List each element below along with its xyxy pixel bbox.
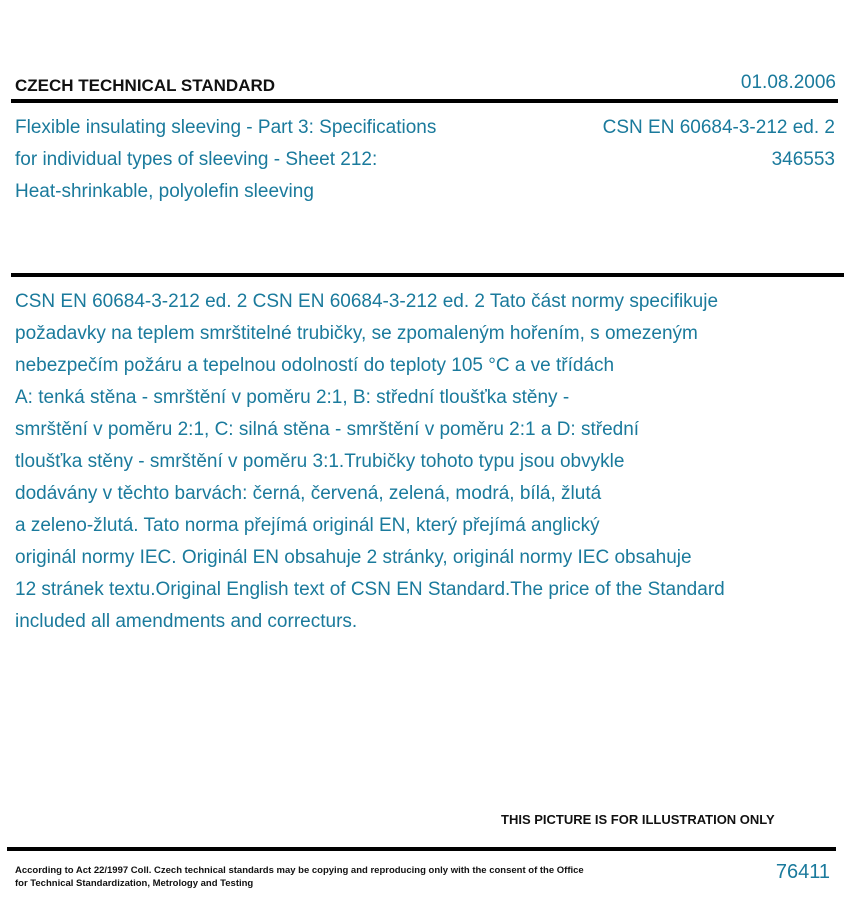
title-line: Heat-shrinkable, polyolefin sleeving [15,181,314,202]
legal-line: According to Act 22/1997 Coll. Czech technical standards may be copying and reproducing only with the consent of the Office [15,865,584,876]
publication-date: 01.08.2006 [740,72,836,93]
standard-title [15,112,535,208]
abstract-line: a zeleno-žlutá. Tato norma přejímá originál EN, který přejímá anglický [15,515,600,536]
abstract-line: dodávány v těchto barvách: černá, červená, zelená, modrá, bílá, žlutá [15,483,602,504]
abstract-line: požadavky na teplem smrštitelné trubičky, se zpomaleným hořením, s omezeným [15,323,698,344]
abstract-line: nebezpečím požáru a tepelnou odolností do teploty 105 °C a ve třídách [15,355,615,376]
footer-divider [7,847,836,851]
legal-notice [15,864,584,890]
header-divider [11,99,838,103]
abstract-line: included all amendments and correcturs. [15,611,358,632]
abstract-line: originál normy IEC. Originál EN obsahuje 2 stránky, originál normy IEC obsahuje [15,547,692,568]
class-number: 346553 [771,149,835,170]
catalog-code: 76411 [775,861,830,883]
abstract-line: tloušťka stěny - smrštění v poměru 3:1.Trubičky tohoto typu jsou obvykle [15,451,625,472]
standard-designation: CSN EN 60684-3-212 ed. 2 [602,117,835,138]
section-divider [11,273,844,277]
standard-abstract [15,286,835,638]
abstract-line: smrštění v poměru 2:1, C: silná stěna - smrštění v poměru 2:1 a D: střední [15,419,640,440]
legal-line: for Technical Standardization, Metrology and Testing [15,878,254,889]
abstract-line: 12 stránek textu.Original English text of CSN EN Standard.The price of the Standard [15,579,725,600]
title-line: Flexible insulating sleeving - Part 3: Specifications [15,117,437,138]
abstract-line: CSN EN 60684-3-212 ed. 2 CSN EN 60684-3-212 ed. 2 Tato část normy specifikuje [15,291,719,312]
standard-identifier [603,112,835,176]
abstract-line: A: tenká stěna - smrštění v poměru 2:1, B: střední tloušťka stěny - [15,387,570,408]
title-line: for individual types of sleeving - Sheet 212: [15,149,378,170]
document-type-label: CZECH TECHNICAL STANDARD [15,76,276,95]
illustration-notice: THIS PICTURE IS FOR ILLUSTRATION ONLY [501,812,775,827]
